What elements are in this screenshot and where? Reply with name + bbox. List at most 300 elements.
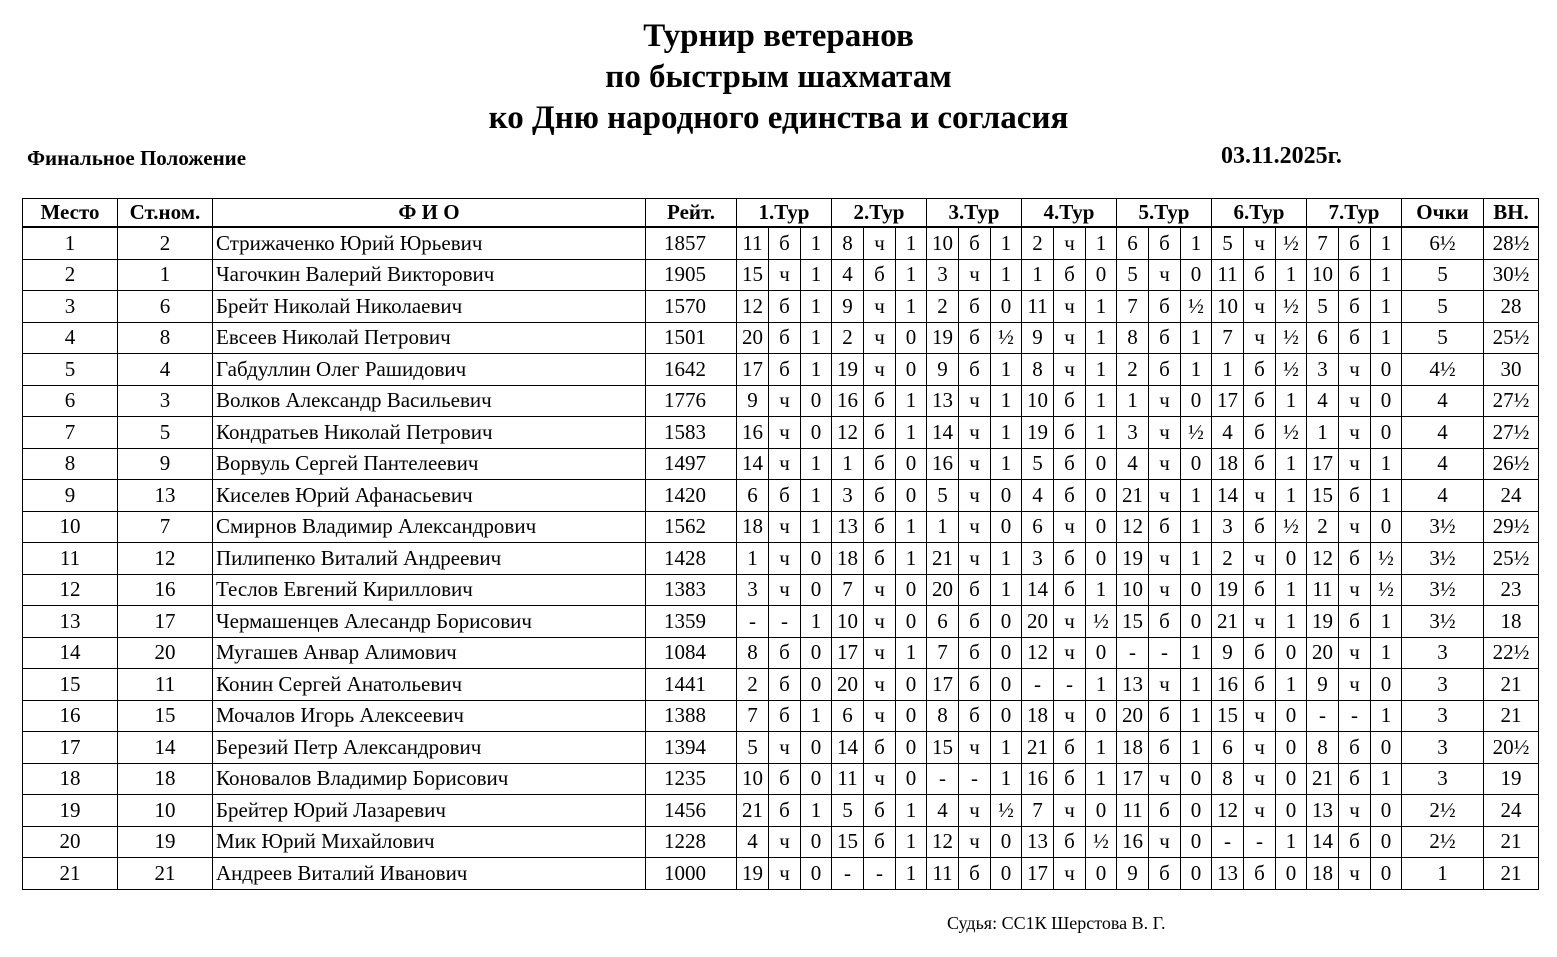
round-7-result-cell: 0 [1371,732,1402,764]
round-4-opponent-cell: 4 [1022,480,1054,512]
name-cell: Мик Юрий Михайлович [213,826,646,858]
start-no-cell: 16 [118,574,213,606]
round-1-color-cell: б [769,669,801,701]
name-cell: Стрижаченко Юрий Юрьевич [213,227,646,259]
start-no-cell: 7 [118,511,213,543]
round-5-result-cell: 0 [1181,574,1212,606]
round-3-opponent-cell: 13 [927,385,959,417]
round-6-opponent-cell: 21 [1212,606,1244,638]
rating-cell: 1501 [646,322,737,354]
round-4-opponent-cell: 19 [1022,417,1054,449]
round-7-result-cell: 1 [1371,700,1402,732]
points-cell: 3 [1402,732,1484,764]
round-5-result-cell: 1 [1181,669,1212,701]
round-5-result-cell: 0 [1181,858,1212,890]
round-7-opponent-cell: 17 [1307,448,1339,480]
start-no-cell: 5 [118,417,213,449]
round-7-result-cell: 1 [1371,480,1402,512]
round-6-color-cell: ч [1244,732,1276,764]
round-2-color-cell: б [864,259,896,291]
round-1-opponent-cell: 6 [737,480,769,512]
start-no-cell: 1 [118,259,213,291]
round-7-opponent-cell: 20 [1307,637,1339,669]
round-3-result-cell: 1 [991,732,1022,764]
round-6-color-cell: б [1244,511,1276,543]
round-3-result-cell: 0 [991,669,1022,701]
round-4-opponent-cell: 3 [1022,543,1054,575]
header-points: Очки [1402,199,1484,228]
round-7-result-cell: 0 [1371,417,1402,449]
round-2-color-cell: б [864,448,896,480]
round-1-color-cell: ч [769,826,801,858]
round-4-color-cell: ч [1054,354,1086,386]
round-1-result-cell: 1 [801,227,832,259]
title-line-1: Турнир ветеранов [643,18,914,54]
round-3-result-cell: 1 [991,385,1022,417]
round-3-color-cell: ч [959,543,991,575]
round-6-result-cell: 0 [1276,795,1307,827]
round-5-opponent-cell: 19 [1117,543,1149,575]
round-5-result-cell: 0 [1181,826,1212,858]
round-7-color-cell: ч [1339,417,1371,449]
rating-cell: 1905 [646,259,737,291]
name-cell: Брейт Николай Николаевич [213,291,646,323]
round-2-color-cell: б [864,826,896,858]
rating-cell: 1420 [646,480,737,512]
round-1-result-cell: 0 [801,669,832,701]
round-1-color-cell: б [769,700,801,732]
round-4-result-cell: 0 [1086,543,1117,575]
name-cell: Волков Александр Васильевич [213,385,646,417]
round-7-opponent-cell: 9 [1307,669,1339,701]
round-4-opponent-cell: 12 [1022,637,1054,669]
points-cell: 3½ [1402,543,1484,575]
round-3-color-cell: б [959,227,991,259]
round-4-color-cell: б [1054,417,1086,449]
start-no-cell: 8 [118,322,213,354]
round-6-opponent-cell: 15 [1212,700,1244,732]
round-2-result-cell: 0 [896,669,927,701]
round-2-result-cell: 0 [896,700,927,732]
round-4-color-cell: - [1054,669,1086,701]
round-6-result-cell: ½ [1276,354,1307,386]
place-cell: 6 [23,385,118,417]
round-1-result-cell: 0 [801,858,832,890]
round-7-result-cell: 1 [1371,227,1402,259]
round-4-result-cell: 0 [1086,795,1117,827]
tiebreak-cell: 21 [1484,669,1539,701]
round-5-opponent-cell: 16 [1117,826,1149,858]
rating-cell: 1562 [646,511,737,543]
round-6-color-cell: ч [1244,700,1276,732]
header-place: Место [23,199,118,228]
round-2-opponent-cell: 8 [832,227,864,259]
round-1-color-cell: ч [769,385,801,417]
round-4-color-cell: б [1054,448,1086,480]
round-7-opponent-cell: 8 [1307,732,1339,764]
round-3-opponent-cell: 20 [927,574,959,606]
round-2-color-cell: ч [864,637,896,669]
round-1-result-cell: 1 [801,795,832,827]
round-5-opponent-cell: 5 [1117,259,1149,291]
round-7-opponent-cell: 12 [1307,543,1339,575]
round-5-result-cell: 1 [1181,354,1212,386]
points-cell: 5 [1402,291,1484,323]
round-7-opponent-cell: - [1307,700,1339,732]
round-7-result-cell: ½ [1371,543,1402,575]
tiebreak-cell: 30½ [1484,259,1539,291]
place-cell: 2 [23,259,118,291]
rating-cell: 1235 [646,763,737,795]
round-2-result-cell: 1 [896,227,927,259]
rating-cell: 1776 [646,385,737,417]
round-3-result-cell: 1 [991,417,1022,449]
round-6-result-cell: ½ [1276,227,1307,259]
round-5-color-cell: ч [1149,543,1181,575]
round-6-result-cell: 1 [1276,385,1307,417]
rating-cell: 1228 [646,826,737,858]
round-6-result-cell: 1 [1276,480,1307,512]
place-cell: 20 [23,826,118,858]
round-7-color-cell: б [1339,480,1371,512]
round-3-color-cell: ч [959,385,991,417]
rating-cell: 1428 [646,543,737,575]
round-3-color-cell: б [959,606,991,638]
round-3-color-cell: б [959,700,991,732]
round-3-opponent-cell: 15 [927,732,959,764]
round-2-result-cell: 1 [896,511,927,543]
round-5-opponent-cell: 2 [1117,354,1149,386]
round-3-opponent-cell: 21 [927,543,959,575]
round-7-color-cell: ч [1339,448,1371,480]
round-2-result-cell: 0 [896,606,927,638]
place-cell: 10 [23,511,118,543]
round-5-color-cell: ч [1149,259,1181,291]
place-cell: 4 [23,322,118,354]
round-4-opponent-cell: 21 [1022,732,1054,764]
round-1-color-cell: ч [769,417,801,449]
tiebreak-cell: 21 [1484,858,1539,890]
round-6-color-cell: ч [1244,606,1276,638]
round-3-opponent-cell: 8 [927,700,959,732]
round-4-color-cell: б [1054,826,1086,858]
round-7-result-cell: 1 [1371,291,1402,323]
round-7-color-cell: б [1339,322,1371,354]
round-1-result-cell: 1 [801,322,832,354]
round-6-opponent-cell: 11 [1212,259,1244,291]
header-round-6: 6.Тур [1212,199,1307,228]
round-3-color-cell: ч [959,480,991,512]
round-7-opponent-cell: 15 [1307,480,1339,512]
name-cell: Коновалов Владимир Борисович [213,763,646,795]
round-6-color-cell: б [1244,858,1276,890]
round-2-color-cell: б [864,795,896,827]
round-4-color-cell: ч [1054,700,1086,732]
round-7-color-cell: ч [1339,637,1371,669]
round-6-color-cell: ч [1244,291,1276,323]
name-cell: Брейтер Юрий Лазаревич [213,795,646,827]
round-1-result-cell: 0 [801,543,832,575]
round-7-result-cell: 0 [1371,826,1402,858]
round-7-result-cell: 0 [1371,858,1402,890]
round-1-color-cell: б [769,322,801,354]
round-3-color-cell: ч [959,448,991,480]
points-cell: 4 [1402,448,1484,480]
round-1-opponent-cell: 17 [737,354,769,386]
round-2-result-cell: 1 [896,637,927,669]
name-cell: Мочалов Игорь Алексеевич [213,700,646,732]
table-row [23,700,1539,732]
rating-cell: 1456 [646,795,737,827]
round-6-result-cell: 1 [1276,574,1307,606]
round-3-opponent-cell: 19 [927,322,959,354]
round-4-result-cell: 0 [1086,700,1117,732]
header-round-2: 2.Тур [832,199,927,228]
round-5-color-cell: ч [1149,669,1181,701]
points-cell: 6½ [1402,227,1484,259]
points-cell: 4 [1402,417,1484,449]
tiebreak-cell: 21 [1484,826,1539,858]
round-4-opponent-cell: 20 [1022,606,1054,638]
round-2-opponent-cell: 4 [832,259,864,291]
rating-cell: 1084 [646,637,737,669]
rating-cell: 1000 [646,858,737,890]
table-row [23,795,1539,827]
round-7-color-cell: ч [1339,669,1371,701]
round-2-color-cell: ч [864,354,896,386]
round-1-result-cell: 1 [801,354,832,386]
round-3-result-cell: 1 [991,543,1022,575]
points-cell: 3 [1402,669,1484,701]
round-6-color-cell: б [1244,354,1276,386]
round-3-color-cell: ч [959,826,991,858]
points-cell: 1 [1402,858,1484,890]
round-4-opponent-cell: 17 [1022,858,1054,890]
tiebreak-cell: 19 [1484,763,1539,795]
round-2-result-cell: 0 [896,480,927,512]
name-cell: Андреев Виталий Иванович [213,858,646,890]
round-6-opponent-cell: 3 [1212,511,1244,543]
round-4-result-cell: ½ [1086,606,1117,638]
round-3-result-cell: 0 [991,480,1022,512]
name-cell: Мугашев Анвар Алимович [213,637,646,669]
round-4-opponent-cell: 14 [1022,574,1054,606]
round-4-color-cell: ч [1054,227,1086,259]
round-2-opponent-cell: 11 [832,763,864,795]
round-2-opponent-cell: 3 [832,480,864,512]
round-6-opponent-cell: 1 [1212,354,1244,386]
round-6-opponent-cell: 13 [1212,858,1244,890]
tiebreak-cell: 20½ [1484,732,1539,764]
round-1-color-cell: б [769,637,801,669]
round-2-result-cell: 1 [896,826,927,858]
round-3-color-cell: б [959,858,991,890]
round-7-color-cell: ч [1339,511,1371,543]
round-5-result-cell: 1 [1181,732,1212,764]
round-7-opponent-cell: 6 [1307,322,1339,354]
round-3-opponent-cell: 4 [927,795,959,827]
round-3-result-cell: 1 [991,448,1022,480]
round-5-color-cell: б [1149,354,1181,386]
round-2-color-cell: б [864,417,896,449]
round-2-result-cell: 1 [896,417,927,449]
round-6-result-cell: 0 [1276,700,1307,732]
round-5-opponent-cell: 8 [1117,322,1149,354]
round-7-opponent-cell: 5 [1307,291,1339,323]
header-round-1: 1.Тур [737,199,832,228]
round-5-color-cell: б [1149,227,1181,259]
round-1-color-cell: б [769,763,801,795]
round-6-color-cell: б [1244,385,1276,417]
round-7-result-cell: 1 [1371,259,1402,291]
round-4-color-cell: б [1054,259,1086,291]
round-2-result-cell: 1 [896,543,927,575]
round-3-result-cell: 0 [991,291,1022,323]
round-4-color-cell: б [1054,543,1086,575]
round-6-result-cell: 1 [1276,259,1307,291]
round-6-color-cell: ч [1244,543,1276,575]
round-3-opponent-cell: 1 [927,511,959,543]
round-1-opponent-cell: 12 [737,291,769,323]
round-2-color-cell: б [864,732,896,764]
round-5-opponent-cell: 17 [1117,763,1149,795]
round-5-color-cell: ч [1149,480,1181,512]
round-7-result-cell: 1 [1371,763,1402,795]
round-5-result-cell: 1 [1181,480,1212,512]
round-7-opponent-cell: 10 [1307,259,1339,291]
rating-cell: 1642 [646,354,737,386]
round-6-color-cell: б [1244,637,1276,669]
place-cell: 5 [23,354,118,386]
round-4-result-cell: 1 [1086,763,1117,795]
round-7-color-cell: б [1339,543,1371,575]
round-6-opponent-cell: 5 [1212,227,1244,259]
round-2-color-cell: б [864,385,896,417]
header-start-no: Ст.ном. [118,199,213,228]
round-2-opponent-cell: 12 [832,417,864,449]
round-4-result-cell: 0 [1086,637,1117,669]
points-cell: 4 [1402,385,1484,417]
round-3-opponent-cell: 7 [927,637,959,669]
round-2-opponent-cell: 1 [832,448,864,480]
round-2-color-cell: ч [864,291,896,323]
place-cell: 17 [23,732,118,764]
round-7-color-cell: б [1339,732,1371,764]
place-cell: 8 [23,448,118,480]
start-no-cell: 20 [118,637,213,669]
round-1-result-cell: 0 [801,826,832,858]
table-row [23,480,1539,512]
place-cell: 12 [23,574,118,606]
round-7-opponent-cell: 21 [1307,763,1339,795]
round-2-opponent-cell: 6 [832,700,864,732]
round-5-result-cell: ½ [1181,417,1212,449]
name-cell: Евсеев Николай Петрович [213,322,646,354]
round-4-result-cell: 0 [1086,448,1117,480]
round-4-opponent-cell: 8 [1022,354,1054,386]
table-row [23,291,1539,323]
header-round-4: 4.Тур [1022,199,1117,228]
round-5-opponent-cell: 11 [1117,795,1149,827]
start-no-cell: 6 [118,291,213,323]
final-standings-label: Финальное Положение [27,146,247,170]
round-6-result-cell: 1 [1276,606,1307,638]
place-cell: 15 [23,669,118,701]
table-row [23,354,1539,386]
round-6-opponent-cell: 6 [1212,732,1244,764]
round-3-color-cell: ч [959,511,991,543]
round-4-color-cell: б [1054,480,1086,512]
round-1-color-cell: ч [769,259,801,291]
round-2-result-cell: 0 [896,322,927,354]
round-5-opponent-cell: 9 [1117,858,1149,890]
round-1-opponent-cell: 18 [737,511,769,543]
round-2-opponent-cell: 7 [832,574,864,606]
round-5-color-cell: ч [1149,826,1181,858]
name-cell: Теслов Евгений Кириллович [213,574,646,606]
round-6-result-cell: 0 [1276,543,1307,575]
round-4-result-cell: 1 [1086,354,1117,386]
round-4-opponent-cell: 1 [1022,259,1054,291]
place-cell: 7 [23,417,118,449]
round-3-opponent-cell: 3 [927,259,959,291]
round-4-opponent-cell: 5 [1022,448,1054,480]
start-no-cell: 10 [118,795,213,827]
round-4-color-cell: б [1054,732,1086,764]
round-1-opponent-cell: 2 [737,669,769,701]
round-1-opponent-cell: 19 [737,858,769,890]
rating-cell: 1359 [646,606,737,638]
round-3-color-cell: б [959,637,991,669]
round-2-result-cell: 1 [896,795,927,827]
round-5-color-cell: - [1149,637,1181,669]
round-2-result-cell: 1 [896,858,927,890]
round-2-color-cell: ч [864,669,896,701]
title-line-2: по быстрым шахматам [605,59,952,95]
round-6-result-cell: 0 [1276,763,1307,795]
tiebreak-cell: 25½ [1484,543,1539,575]
round-2-result-cell: 0 [896,448,927,480]
judge-signature: Судья: СС1К Шерстова В. Г. [947,913,1166,933]
round-6-color-cell: ч [1244,322,1276,354]
round-1-opponent-cell: 7 [737,700,769,732]
round-4-opponent-cell: 7 [1022,795,1054,827]
round-5-result-cell: 1 [1181,543,1212,575]
place-cell: 3 [23,291,118,323]
round-2-result-cell: 0 [896,732,927,764]
round-5-result-cell: 1 [1181,637,1212,669]
round-6-opponent-cell: 2 [1212,543,1244,575]
round-2-color-cell: - [864,858,896,890]
round-4-color-cell: б [1054,763,1086,795]
round-4-color-cell: ч [1054,322,1086,354]
name-cell: Чагочкин Валерий Викторович [213,259,646,291]
round-2-color-cell: б [864,511,896,543]
round-5-color-cell: б [1149,511,1181,543]
round-4-opponent-cell: 10 [1022,385,1054,417]
round-1-result-cell: 1 [801,480,832,512]
round-4-opponent-cell: 16 [1022,763,1054,795]
round-5-opponent-cell: - [1117,637,1149,669]
table-row [23,763,1539,795]
round-6-result-cell: 0 [1276,637,1307,669]
round-7-result-cell: 0 [1371,385,1402,417]
round-7-color-cell: - [1339,700,1371,732]
header-round-7: 7.Тур [1307,199,1402,228]
round-6-opponent-cell: 7 [1212,322,1244,354]
round-3-result-cell: 1 [991,354,1022,386]
round-7-opponent-cell: 7 [1307,227,1339,259]
